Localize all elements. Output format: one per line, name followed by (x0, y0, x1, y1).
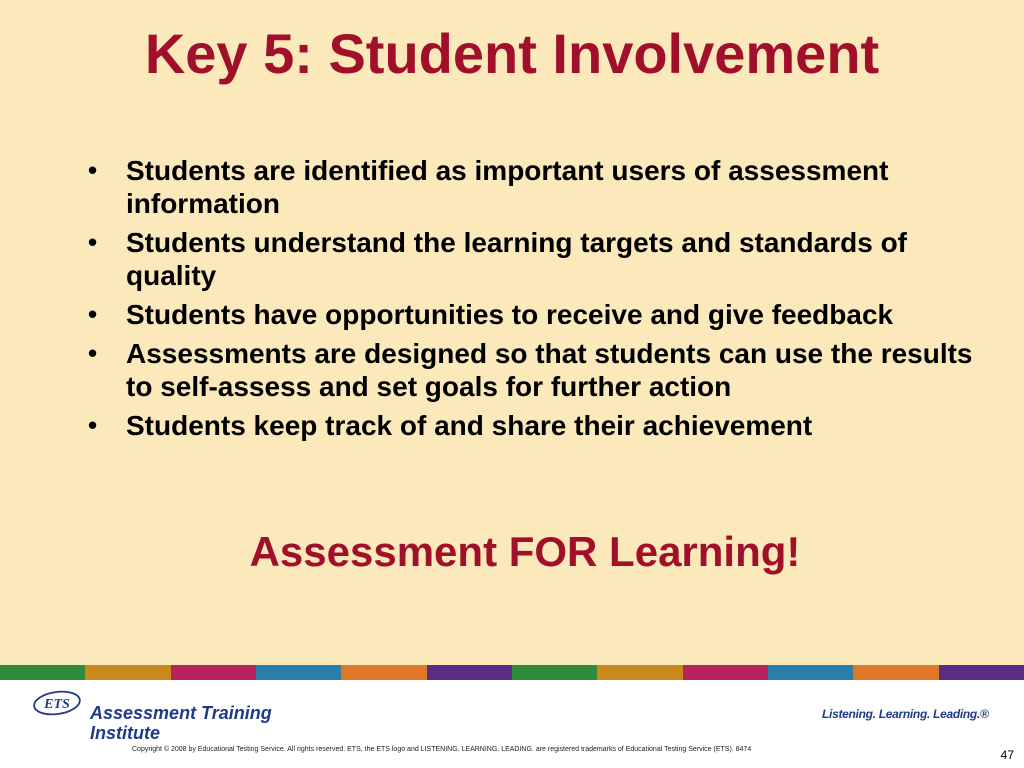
bullet-marker: • (88, 227, 98, 257)
slogan: Listening. Learning. Leading.® (822, 707, 989, 721)
ets-logo (32, 690, 82, 716)
bullet-item (88, 226, 988, 292)
stripe-segment (683, 665, 768, 680)
bullet-item (88, 409, 988, 442)
bullet-list (88, 154, 988, 448)
copyright-notice: Copyright © 2008 by Educational Testing Service. All rights reserved. ETS, the ETS logo and LISTENING. LEARNING. LEADING. are registered trademarks of Educational Testing Service (ETS). 8474 (132, 746, 752, 753)
org-name-line2: Institute (90, 723, 160, 743)
stripe-segment (341, 665, 426, 680)
bullet-text: Students understand the learning targets and standards of quality (126, 227, 907, 291)
bullet-item (88, 154, 988, 220)
stripe-segment (939, 665, 1024, 680)
stripe-segment (171, 665, 256, 680)
slide-title: Key 5: Student Involvement (144, 22, 880, 85)
stripe-segment (256, 665, 341, 680)
slide-tagline: Assessment FOR Learning! (249, 528, 801, 575)
stripe-segment (427, 665, 512, 680)
color-stripe (0, 665, 1024, 680)
bullet-marker: • (88, 155, 98, 185)
stripe-segment (768, 665, 853, 680)
bullet-marker: • (88, 338, 98, 368)
page-number: 47 (1000, 748, 1014, 762)
stripe-segment (512, 665, 597, 680)
bullet-text: Assessments are designed so that students can use the results to self-assess and set goals for further action (126, 338, 973, 402)
bullet-item (88, 337, 988, 403)
stripe-segment (853, 665, 938, 680)
stripe-segment (0, 665, 85, 680)
org-name (90, 703, 320, 743)
bullet-marker: • (88, 299, 98, 329)
stripe-segment (85, 665, 170, 680)
ets-logo-text: ETS (44, 697, 70, 712)
stripe-segment (597, 665, 682, 680)
bullet-item (88, 298, 988, 331)
bullet-text: Students have opportunities to receive and give feedback (126, 299, 894, 330)
org-name-line1: Assessment Training (90, 703, 272, 723)
bullet-marker: • (88, 410, 98, 440)
bullet-text: Students keep track of and share their achievement (126, 410, 813, 441)
bullet-text: Students are identified as important users of assessment information (126, 155, 889, 219)
